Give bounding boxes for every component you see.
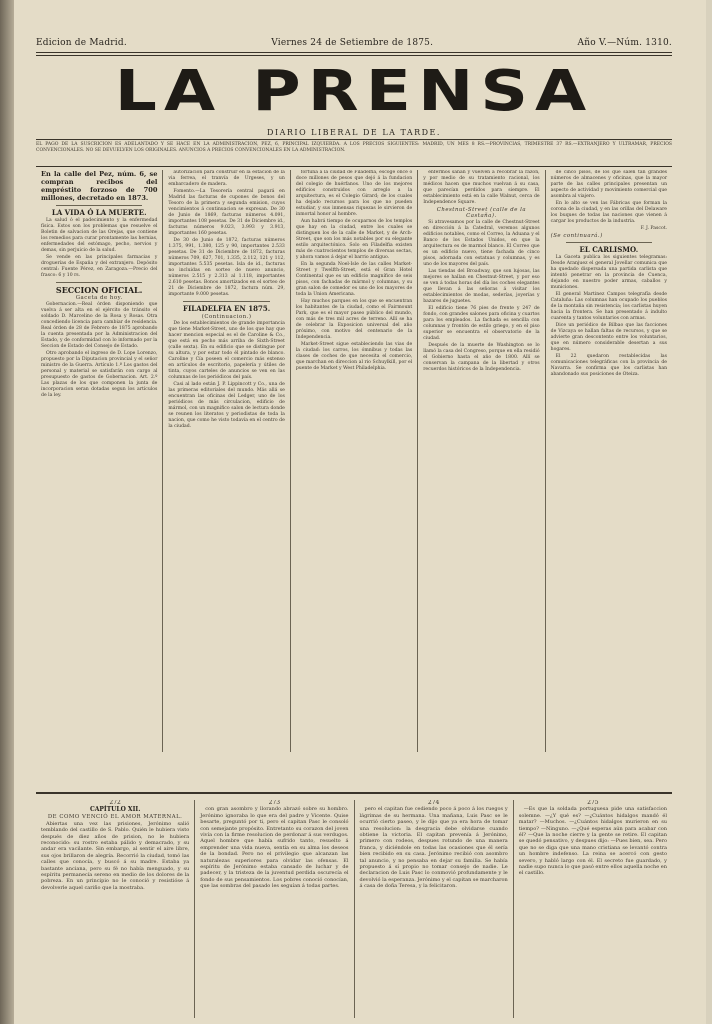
feuilleton-column-2 (195, 800, 354, 1018)
article-heading: LA VIDA Ó LA MUERTE. (51, 208, 147, 217)
edition-label: Edicion de Madrid. (36, 38, 127, 48)
page-number: 274 (427, 800, 440, 806)
paragraph: Gobernacion.—Real órden disponiendo que vuelva á ser alta en el ejército de tránsito el soldado D. Marcelino de la Rosa y Rosas. Otra concediendo licencia para cambiar de residencia. Real órden de 28 de Febrero de 1875 aprobando la cuenta presentada por la Administracion del Estado, y de conformidad con lo informado por la Seccion de Estado del Consejo de Estado. (41, 302, 158, 349)
issue-label: Año V.—Núm. 1310. (577, 38, 672, 48)
paragraph: Casi al lado están J. P. Lippincott y Co., una de las primeras editoriales del mundo. Más allá se encuentran las oficinas del Ledger, uno de los periódicos de más circulacion, edificio de mármol, con un magnífico salon de lectura donde se reunen los literatos y periodistas de toda la nacion, que como he visto todavía en el centro de la ciudad. (168, 382, 285, 429)
paragraph: autorizacion para construir en la estacion de la via ferrea, el tranvía de Urgeses, y un embarcadero de madera. (168, 170, 285, 187)
street-heading: Chestnut-Street (calle de la Castaña). (436, 207, 527, 219)
subtitle-rule (36, 139, 672, 140)
chapter-heading: CAPÍTULO XII. (89, 806, 141, 814)
section-subheading: Gaceta de hoy. (75, 295, 123, 301)
feuilleton-text: Abiertas una vez las prisiones, Jerónimo salió temblando del castillo de S. Pablo. Quién le hubiera visto después de diez años de prision, no le hubiera reconocido: su rostro estaba pálido y demacrado, y su andar era vacilante. Sin embargo, al sentir el aire libre, sus ojos brillaron de alegría. Recorrió la ciudad, tomó las calles que conocía, y buscó á su madre. Estaba ya bastante anciana, pero su fé no había menguado, y su espíritu permanecía sereno en medio de los dolores de la pobreza. En un principio no le conoció y resistióse á devolverle aquel cariño que la mostraba. (41, 820, 190, 891)
column-1 (36, 170, 163, 752)
paragraph: Market-Street sigue estableciendo las vias de la ciudad: los carros, los ómnibus y todas las clases de coches de que necesita el comercio, que marchan en direccion al rio Schuylkill, por el puente de Market y West Philadelphia. (295, 342, 413, 371)
article-heading: FILADELFIA EN 1875. (183, 304, 271, 313)
notice-rule (36, 166, 672, 167)
paragraph: La salud ó el padecimiento y la enfermedad física. Estos son los problemas que resuelve el Boletin de salvacion de las Orejas, que contiene los remedios para curar prontamente las hernias, enfermedades del estómago, pecho, nervios y demas, sin perjuicio de la salud. (41, 218, 158, 253)
paragraph: El general Martinez Campos telegrafía desde Cataluña: Las columnas han ocupado los pueblos de la montaña sin resistencia; los carlistas huyen hacia la frontera. Se han presentado á indulto cuarenta y tantos voluntarios con armas. (550, 292, 668, 321)
article-subheading: (Continuacion.) (201, 314, 252, 320)
chapter-subheading: DE COMO VENCIÓ EL AMOR MATERNAL. (47, 814, 183, 821)
separator (566, 242, 652, 243)
column-3 (291, 170, 418, 752)
paragraph: En la segunda Noel-Isle de las calles Market-Street y Twelfth-Street, está el Gran Hotel Continental que es un edificio magnífico de seis pisos, con fachadas de mármol y columnas, y su gran salon de comedor es uno de los mayores de toda la Union Americana. (295, 262, 413, 297)
masthead-top-line (36, 38, 672, 48)
separator (56, 282, 142, 283)
paragraph: En lo alto se ven las Fábricas que forman la corona de la ciudad, y en las orillas del Delaware los buques de todas las naciones que vienen á cargar los productos de la industria. (550, 201, 668, 224)
binding-edge (0, 0, 14, 1024)
column-5 (546, 170, 672, 752)
feuilleton-text: —Es que la soldada portuguesa pide una satisfaccion solemne. —¿Y qué es? —¿Cuántos hidalgos mandó él matar? —Muchos. —¿Cuántos hidalgos murieron en su tiempo? —Ninguno. —¿Qué esperas aún para acabar con él? —Que la noche cierre y la gente se retire. El capitan se quedó pensativo, y despues dijo: —Pues bien, sea. Pero que no se diga que una mano cristiana se levantó contra un hombre indefenso. La reina se acercó con gesto severo, y habló largo con él. El secreto fue guardado, y nadie supo nunca lo que pasó entre ellos aquella noche en el castillo. (518, 806, 667, 877)
column-2 (163, 170, 290, 752)
feuilleton-column-1 (36, 800, 195, 1018)
page-number: 275 (587, 800, 599, 806)
paragraph: Otro aprobando el ingreso de D. Lope Lorenzo, propuesto por la Diputacion provincial y el señor ministro de la Guerra. Artículo 1.º Los gastos del personal y material se satisfarán con cargo al presupuesto de gastos de Gobernacion. Art. 2.º Las plazas de los que componen la junta de incorporacion seran dotadas segun los artículos de la ley. (41, 351, 158, 398)
newspaper-subtitle: DIARIO LIBERAL DE LA TARDE. (267, 128, 441, 137)
paragraph: Las tiendas del Broadway, que son lujosas, las mejores se hallan en Chestnut-Street, y por eso se ven á todas horas del día los coches elegantes que llevan á las señoras á visitar los establecimientos de modas, sederías, joyerías y bazares de juguetes. (423, 269, 540, 304)
feuilleton-text: con gran asombro y llorando abrazó sobre su hombro. Jerónimo ignoraba lo que era del padre y Vicente. Quise besarte, preguntó por ti, pero el capitan Pasc le consoló con semejante propósito. Entretanto su corazon del joven vivía con la firme resolucion de perdonar á sus verdugos. Aquel hombre que había sufrido tanto, resuelto á emprender una vida nueva, sentía en su alma los deseos de la bondad. Pero no el privilegio que alcanzan las naturalezas superiores para olvidar las ofensas. El espíritu de Jerónimo estaba cansado de luchar y de padecer, y la tristeza de la juventud perdida oscurecía el fondo de sus pensamientos. Los pobres conoció conocían, que las sombras del pasado les seguían á todas partes. (200, 806, 349, 890)
newspaper-title: LA PRENSA (114, 59, 594, 124)
feuilleton-columns (36, 800, 672, 1018)
separator (183, 301, 269, 302)
page-number: 273 (268, 800, 281, 806)
main-columns (36, 170, 672, 752)
article-heading: EL CARLISMO. (579, 245, 639, 254)
paragraph: El edificio tiene 76 pies de frente y 247 de fondo, con grandes salones para oficina y cuartos para los empleados. La fachada es sencilla con columnas y frontón de estilo griego, y en el piso superior se encuentra el observatorio de la ciudad. (423, 306, 540, 341)
feuilleton-column-3 (355, 800, 514, 1018)
feuilleton-text: pero el capitan fue cediendo poco á poco á los ruegos y lágrimas de su hermana. Una mañana, Luis Pasc se le ocurrió cierto paseo, y le dijo que ya era hora de tomar una resolucion: la desgracia debe olvidarse cuando obtiene la victoria. El capitan prevenía á Jerónimo, primero con rodeos, despues rotundo de una manera franca, y diciéndole en todas las ocasiones que él sería bien recibido en su casa. Jerónimo recibió con asombro tal anuncio, y no pensaba en dejar su familia. Se había propuesto á sí propio no tomar consejo de nadie. Le declaracion de Luis Pasc lo conmovió profundamente y le devolvió la esperanza. Jerónimo y el capitan se marcharon á casa de doña Teresa, y la felicitaron. (359, 806, 508, 890)
paragraph: Se vende en las principales farmacias y droguerías de España y del extranjero. Depósito central: Fuente Pérez, en Zaragoza.—Precio del frasco: 6 y 10 rs. (41, 255, 158, 278)
paragraph: Dice un periódico de Bilbao que las facciones de Vizcaya se hallan faltas de recursos, y que se advierte gran descontento entre los voluntarios, que en número considerable desertan a sus hogares. (550, 323, 668, 352)
page-number: 272 (109, 800, 121, 806)
paragraph: enfermos sanan y vuelven á recobrar la razon, y por medio de su tratamiento racional, los médicos hacen que muchos vuelvan á su casa, que parecían perdidos para siempre. El establecimiento está en la calle Walnut, cerca de Independence Square. (423, 170, 540, 205)
signature: F. J. Pascot. (640, 226, 668, 231)
date-label: Viernes 24 de Setiembre de 1875. (271, 38, 434, 48)
section-heading: SECCION OFICIAL. (55, 285, 143, 295)
paragraph: de cinco pisos, de los que salen tan grandes números de almacenes y oficinas, que la mayor parte de las calles principales presentan un aspecto de actividad y movimiento comercial que asombra al viajero. (550, 170, 668, 199)
paragraph: La Gaceta publica los siguientes telegramas: Desde Aranjuez el general Jovellar comunica que ha quedado dispersada una partida carlista que intentó penetrar en la provincia de Cuenca, dejando en nuestro poder armas, caballos y municiones. (550, 255, 668, 290)
feuilleton-rule (36, 792, 672, 794)
continuation-note: (Se continuará.) (550, 233, 603, 239)
paragraph: De los establecimientos de grande importancia que tiene Market-Street, uno de los que hay que hacer mencion especial es el de Caroline & Co., que está en pecho más arriba de Sixth-Street (calle sexta). En su edificio que se distingue por su altura, y por estar todo él pintado de blanco. Caroline y Cía poseen el comercio más extenso en artículos de escritorio, papelería y útiles de tinta, cuyos carteles de anuncios se ven en las columnas de los periódicos del país. (168, 321, 285, 380)
paragraph: Fomento.—La Tesorería central pagará en Madrid las facturas de cupones de bonos del Tesoro de la primera y segunda emision, cuyos vencimientos á continuacion se expresan. De 30 de Junio de 1869, facturas números 4.091, importantes 108 pesetas. De 31 de Diciembre id., facturas números 9.023, 3.993 y 3.913, importantes 160 pesetas. (168, 189, 285, 236)
paragraph: Si atravesamos por la calle de Chestnut-Street en dirección á la Catedral, veremos algunos edificios notables, como el Correo, la Aduana y el Banco de los Estados Unidos, en que la arquitectura es de marmol blanco. El Correo que es un edificio nuevo, tiene fachada de cinco pisos, adornada con estatuas y columnas, y es uno de los mayores del país. (423, 220, 540, 267)
paragraph: De 30 de Junio de 1872, facturas números 1.375, 991, 1.380, 125 y 90, importantes 2.533 pesetas. De 31 de Diciembre de 1872, facturas números 709, 627, 701, 1.335, 2.112, 121 y 112, importantes 5.535 pesetas. Isla de id., facturas no incluidas en sorteo de nuevo anuncio, números 2.515 y 2.313 al 1.118, importantes 2.610 pesetas. Bonos amortizados en el sorteo de 21 de Diciembre de 1872, factura núm. 29, importante 9.000 pesetas. (168, 238, 285, 297)
paragraph: Aun habrá tiempo de ocuparnos de los templos que hay en la ciudad, entre los cuales se distinguen los de la calle de Market, y de Arch-Street, que son los más notables por su elegante estilo arquitectónico. Solo en Filadelfia existen más de cuatrocientos templos de diversas sectas, y ahora vamos á dejar el barrio antiguo. (295, 219, 413, 260)
paragraph: El 22 quedaron restablecidas las comunicaciones telegráficas con la provincia de Navarra. Se confirma que los carlistas han abandonado sus posiciones de Oteiza. (550, 354, 668, 377)
paragraph: fortuna á la ciudad de Filadelfia, escoge once ó doce millones de pesos que dejó á la fundacion del colegio de huérfanos. Uno de los mejores edificios construidos con arreglo a la arquitectura, es el Colegio Girard; de los cuales ha dejado recursos para los que no pueden estudiar, y sus inmensas riquezas le sirvieron de inmortal honor al hombre. (295, 170, 413, 217)
top-rule (36, 52, 672, 53)
bond-notice: En la calle del Pez, núm. 6, se compran recibos del empréstito forzoso de 700 millones, decretado en 1873. (41, 170, 158, 202)
paragraph: Hay muchos parques en los que se encuentran los habitantes de la ciudad, como el Fairmount Park, que es el mayor paseo público del mundo, con más de tres mil acres de terreno. Allí se ha de celebrar la Exposicion universal del año próximo, con motivo del centenario de la Independencia. (295, 299, 413, 340)
top-rule-2 (36, 55, 672, 56)
feuilleton-column-4 (514, 800, 672, 1018)
separator (56, 205, 142, 206)
column-4 (418, 170, 545, 752)
paragraph: Después de la muerte de Washington se lo llamó la casa del Congreso, porque en ella residió el Gobierno hasta el año de 1800. Allí se conservan la campana de la libertad y otros recuerdos históricos de la Independencia. (423, 343, 540, 372)
subscription-notice: EL PAGO DE LA SUSCRICION ES ADELANTADO Y SE HACE EN LA ADMINISTRACION, PEZ, 6, PRINCIPAL IZQUIERDA. A LOS PRECIOS SIGUIENTES: MADRID, UN MES 8 RS.—PROVINCIAS, TRIMESTRE 37 RS.—EXTRANJERO Y ULTRAMAR, PRECIOS CONVENCIONALES. NO SE DEVUELVEN LOS ORIGINALES. ANUNCIOS A PRECIOS CONVENCIONALES EN LA ADMINISTRACION. (36, 142, 672, 153)
